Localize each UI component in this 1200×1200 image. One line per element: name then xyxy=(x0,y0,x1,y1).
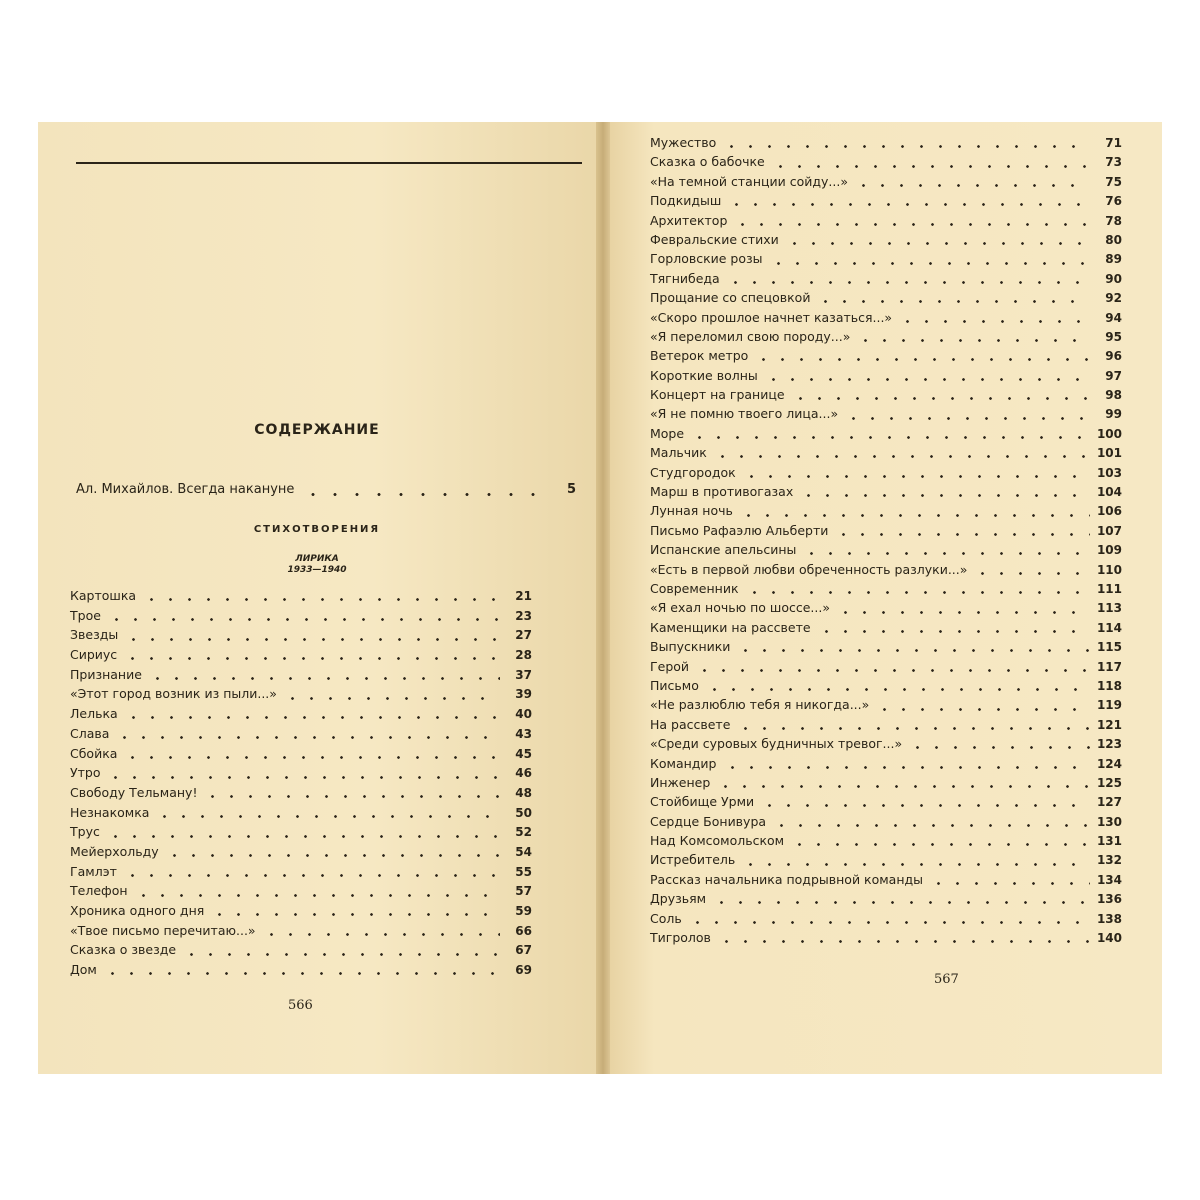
dot-leader xyxy=(106,835,500,838)
page-number-right: 567 xyxy=(934,972,959,987)
entry-page-number: 92 xyxy=(1105,291,1122,306)
entry-page-number: 118 xyxy=(1096,678,1122,693)
toc-entry xyxy=(650,542,1122,561)
entry-page-number: 59 xyxy=(515,904,532,918)
toc-entry xyxy=(650,503,1122,522)
dot-leader xyxy=(817,630,1090,633)
toc-entry xyxy=(70,903,532,923)
dot-leader xyxy=(799,494,1090,497)
entry-title: «Есть в первой любви обреченность разлуки...» xyxy=(650,561,968,577)
entry-title: Трус xyxy=(70,824,100,840)
entry-title: Сириус xyxy=(70,647,118,663)
entry-page-number: 134 xyxy=(1096,872,1122,887)
entry-page-number: 27 xyxy=(515,628,532,643)
dot-leader xyxy=(736,727,1090,730)
toc-entry xyxy=(650,794,1122,813)
page-number-left: 566 xyxy=(288,998,313,1013)
dot-leader xyxy=(717,940,1090,943)
entry-title: На рассвете xyxy=(650,716,731,732)
toc-entry xyxy=(650,620,1122,639)
dot-leader xyxy=(148,677,500,680)
dot-leader xyxy=(727,203,1090,206)
entry-title: Испанские апельсины xyxy=(650,542,797,558)
section-heading: СТИХОТВОРЕНИЯ xyxy=(253,524,381,535)
toc-entry xyxy=(70,726,532,746)
dot-leader xyxy=(155,815,500,818)
entry-page-number: 66 xyxy=(515,923,532,938)
dot-leader xyxy=(790,843,1090,846)
dot-leader xyxy=(875,708,1090,711)
toc-entry xyxy=(70,627,532,647)
dot-leader xyxy=(722,145,1090,148)
dot-leader xyxy=(107,618,500,621)
toc-entry xyxy=(70,942,532,962)
dot-leader xyxy=(165,854,500,857)
entry-page-number: 99 xyxy=(1105,407,1122,422)
dot-leader xyxy=(115,736,500,739)
dot-leader xyxy=(764,378,1090,381)
entry-page-number: 55 xyxy=(515,864,532,879)
entry-title: «Этот город возник из пыли...» xyxy=(70,686,277,702)
entry-page-number: 76 xyxy=(1105,194,1122,209)
entry-title: Картошка xyxy=(70,588,137,603)
entry-title: Короткие волны xyxy=(650,367,758,383)
toc-entry xyxy=(650,193,1122,212)
entry-title: Студгородок xyxy=(650,464,736,480)
entry-page-number: 40 xyxy=(515,707,532,722)
right-page xyxy=(610,122,1162,1074)
entry-title: Море xyxy=(650,425,685,441)
toc-entry xyxy=(650,232,1122,251)
entry-title: Концерт на границе xyxy=(650,387,785,403)
entry-page-number: 54 xyxy=(515,844,532,859)
toc-entry xyxy=(650,581,1122,600)
dot-leader xyxy=(262,933,500,936)
toc-entry xyxy=(70,883,532,903)
entry-page-number: 98 xyxy=(1105,388,1122,403)
toc-entry xyxy=(70,765,532,785)
entry-title: «На темной станции сойду...» xyxy=(650,173,848,189)
dot-leader xyxy=(690,436,1090,439)
entry-page-number: 28 xyxy=(515,648,532,663)
entry-title: Марш в противогазах xyxy=(650,484,794,500)
entry-page-number: 73 xyxy=(1105,155,1122,170)
entry-page-number: 95 xyxy=(1105,329,1122,344)
dot-leader xyxy=(854,184,1090,187)
toc-entry xyxy=(650,329,1122,348)
entry-page-number: 123 xyxy=(1096,737,1122,752)
entry-page-number: 45 xyxy=(515,746,532,761)
entry-title: Прощание со спецовкой xyxy=(650,290,811,306)
dot-leader xyxy=(760,804,1090,807)
entry-title: Письмо Рафаэлю Альберти xyxy=(650,522,829,538)
entry-page-number: 140 xyxy=(1096,931,1122,946)
entry-page-number: 132 xyxy=(1096,853,1122,868)
toc-entry xyxy=(650,135,1122,154)
entry-page-number: 125 xyxy=(1096,775,1122,790)
dot-leader xyxy=(142,598,500,601)
entry-page-number: 130 xyxy=(1096,814,1122,829)
entry-title: Хроника одного дня xyxy=(70,903,205,918)
toc-entry xyxy=(650,290,1122,309)
dot-leader xyxy=(856,339,1090,342)
entry-page-number: 106 xyxy=(1096,504,1122,519)
dot-leader xyxy=(283,697,500,700)
entry-title: Стойбище Урми xyxy=(650,794,755,810)
dot-leader xyxy=(123,874,500,877)
toc-entry xyxy=(650,310,1122,329)
dot-leader xyxy=(791,397,1090,400)
subsection-name: ЛИРИКА xyxy=(295,554,339,564)
dot-leader xyxy=(103,972,500,975)
entry-title: Мальчик xyxy=(650,445,707,461)
entry-title: Подкидыш xyxy=(650,193,722,209)
entry-title: Слава xyxy=(70,725,110,741)
subsection-years: 1933—1940 xyxy=(287,565,347,575)
preface-title: Ал. Михайлов. Всегда накануне xyxy=(76,482,295,497)
toc-entry xyxy=(650,891,1122,910)
toc-entry xyxy=(70,923,532,943)
dot-leader xyxy=(713,455,1090,458)
dot-leader xyxy=(723,766,1091,769)
entry-title: Рассказ начальника подрывной команды xyxy=(650,871,924,887)
toc-entry xyxy=(650,600,1122,619)
dot-leader xyxy=(688,921,1090,924)
toc-list-left xyxy=(70,588,532,982)
entry-page-number: 121 xyxy=(1096,717,1122,732)
left-page xyxy=(38,122,596,1074)
entry-page-number: 23 xyxy=(515,608,532,623)
entry-page-number: 111 xyxy=(1096,581,1122,596)
entry-title: Инженер xyxy=(650,774,711,790)
entry-page-number: 37 xyxy=(515,667,532,682)
dot-leader xyxy=(741,863,1090,866)
preface-entry xyxy=(76,482,576,502)
toc-entry xyxy=(70,706,532,726)
dot-leader xyxy=(712,901,1090,904)
entry-title: «Среди суровых будничных тревог...» xyxy=(650,736,903,752)
entry-page-number: 48 xyxy=(515,785,532,800)
entry-title: «Я переломил свою породу...» xyxy=(650,328,851,344)
toc-entry xyxy=(650,174,1122,193)
entry-title: Дом xyxy=(70,962,97,978)
toc-entry xyxy=(650,756,1122,775)
top-rule xyxy=(76,162,582,164)
entry-title: Над Комсомольском xyxy=(650,833,785,849)
toc-entry xyxy=(70,686,532,706)
entry-page-number: 75 xyxy=(1105,174,1122,189)
entry-page-number: 71 xyxy=(1105,136,1122,150)
entry-title: Мейерхольду xyxy=(70,843,159,859)
toc-entry xyxy=(650,271,1122,290)
entry-page-number: 80 xyxy=(1105,232,1122,247)
entry-title: Тягнибеда xyxy=(650,270,720,286)
dot-leader xyxy=(816,300,1090,303)
entry-title: Февральские стихи xyxy=(650,231,779,247)
book-gutter xyxy=(596,122,610,1074)
entry-title: «Скоро прошлое начнет казаться...» xyxy=(650,309,893,325)
dot-leader xyxy=(836,611,1090,614)
entry-title: Сердце Бонивура xyxy=(650,813,767,829)
toc-entry xyxy=(70,864,532,884)
entry-title: Признание xyxy=(70,666,142,682)
toc-entry xyxy=(70,667,532,687)
entry-page-number: 52 xyxy=(515,825,532,840)
dot-leader xyxy=(716,785,1090,788)
toc-entry xyxy=(70,588,532,608)
entry-page-number: 94 xyxy=(1105,310,1122,325)
entry-page-number: 57 xyxy=(515,884,532,899)
toc-entry xyxy=(650,639,1122,658)
entry-page-number: 89 xyxy=(1105,252,1122,267)
toc-entry xyxy=(650,717,1122,736)
toc-entry xyxy=(70,824,532,844)
entry-title: Трое xyxy=(70,607,101,623)
dot-leader xyxy=(123,657,500,660)
toc-entry xyxy=(70,647,532,667)
dot-leader xyxy=(844,417,1090,420)
entry-page-number: 101 xyxy=(1096,446,1122,461)
entry-title: Утро xyxy=(70,765,101,781)
dot-leader xyxy=(742,475,1090,478)
entry-page-number: 117 xyxy=(1096,659,1122,674)
dot-leader xyxy=(123,756,500,759)
entry-page-number: 136 xyxy=(1096,892,1122,907)
toc-entry xyxy=(650,930,1122,949)
entry-title: Звезды xyxy=(70,627,119,643)
entry-page-number: 43 xyxy=(515,726,532,741)
entry-title: Свободу Тельману! xyxy=(70,784,198,800)
entry-page-number: 78 xyxy=(1105,213,1122,228)
entry-title: Телефон xyxy=(70,883,128,899)
dot-leader xyxy=(302,493,546,496)
entry-title: «Я не помню твоего лица...» xyxy=(650,406,839,422)
entry-page-number: 104 xyxy=(1096,485,1122,500)
entry-title: Тигролов xyxy=(650,930,711,946)
entry-page-number: 119 xyxy=(1096,698,1122,713)
entry-title: Мужество xyxy=(650,135,717,150)
dot-leader xyxy=(124,716,500,719)
toc-entry xyxy=(650,872,1122,891)
toc-entry xyxy=(650,523,1122,542)
toc-entry xyxy=(70,746,532,766)
toc-entry xyxy=(650,659,1122,678)
entry-page-number: 138 xyxy=(1096,911,1122,926)
entry-title: Соль xyxy=(650,910,682,926)
entry-page-number: 39 xyxy=(515,687,532,702)
entry-page-number: 115 xyxy=(1096,640,1122,655)
entry-title: Сказка о бабочке xyxy=(650,154,765,170)
toc-list-right xyxy=(650,135,1122,949)
entry-title: Сказка о звезде xyxy=(70,942,177,958)
entry-page-number: 114 xyxy=(1096,620,1122,635)
dot-leader xyxy=(106,776,500,779)
toc-entry xyxy=(650,251,1122,270)
dot-leader xyxy=(908,746,1090,749)
entry-page-number: 110 xyxy=(1096,562,1122,577)
entry-page-number: 50 xyxy=(515,805,532,820)
dot-leader xyxy=(705,688,1090,691)
entry-page-number: 97 xyxy=(1105,368,1122,383)
entry-title: Гамлэт xyxy=(70,863,117,879)
dot-leader xyxy=(134,894,500,897)
dot-leader xyxy=(898,320,1090,323)
preface-page-number: 5 xyxy=(566,482,576,497)
dot-leader xyxy=(736,649,1090,652)
entry-page-number: 127 xyxy=(1096,795,1122,810)
entry-page-number: 21 xyxy=(515,589,532,603)
dot-leader xyxy=(733,223,1090,226)
entry-title: Лунная ночь xyxy=(650,503,733,519)
entry-page-number: 109 xyxy=(1096,543,1122,558)
toc-entry xyxy=(650,368,1122,387)
toc-entry xyxy=(650,387,1122,406)
toc-entry xyxy=(650,833,1122,852)
toc-entry xyxy=(650,736,1122,755)
entry-title: Истребитель xyxy=(650,852,736,868)
entry-page-number: 103 xyxy=(1096,465,1122,480)
entry-title: Выпускники xyxy=(650,639,731,655)
toc-entry xyxy=(650,154,1122,173)
entry-title: Незнакомка xyxy=(70,804,150,820)
dot-leader xyxy=(929,882,1090,885)
entry-title: Герой xyxy=(650,658,690,674)
toc-entry xyxy=(650,465,1122,484)
dot-leader xyxy=(973,572,1090,575)
toc-entry xyxy=(70,805,532,825)
entry-page-number: 46 xyxy=(515,766,532,781)
entry-page-number: 96 xyxy=(1105,349,1122,364)
entry-title: Архитектор xyxy=(650,212,728,228)
toc-entry xyxy=(650,814,1122,833)
entry-title: Друзьям xyxy=(650,891,707,907)
dot-leader xyxy=(834,533,1090,536)
entry-page-number: 131 xyxy=(1096,834,1122,849)
entry-title: Лелька xyxy=(70,706,118,722)
subsection-heading xyxy=(38,554,596,576)
toc-entry xyxy=(650,911,1122,930)
toc-entry xyxy=(70,785,532,805)
toc-entry xyxy=(650,852,1122,871)
toc-entry xyxy=(650,697,1122,716)
entry-page-number: 100 xyxy=(1096,426,1122,441)
dot-leader xyxy=(203,795,500,798)
dot-leader xyxy=(124,638,500,641)
entry-title: Сбойка xyxy=(70,745,118,761)
toc-entry xyxy=(650,445,1122,464)
entry-page-number: 107 xyxy=(1096,523,1122,538)
entry-page-number: 113 xyxy=(1096,601,1122,616)
dot-leader xyxy=(772,824,1090,827)
entry-title: Современник xyxy=(650,580,739,596)
dot-leader xyxy=(745,591,1090,594)
entry-page-number: 90 xyxy=(1105,271,1122,286)
entry-title: Письмо xyxy=(650,677,699,693)
dot-leader xyxy=(802,552,1090,555)
dot-leader xyxy=(210,913,500,916)
toc-entry xyxy=(70,608,532,628)
entry-page-number: 69 xyxy=(515,963,532,978)
toc-entry xyxy=(70,844,532,864)
dot-leader xyxy=(754,358,1090,361)
dot-leader xyxy=(182,953,500,956)
entry-title: Командир xyxy=(650,755,717,771)
entry-page-number: 67 xyxy=(515,943,532,958)
entry-title: Ветерок метро xyxy=(650,348,749,364)
entry-title: «Я ехал ночью по шоссе...» xyxy=(650,600,830,616)
contents-heading: СОДЕРЖАНИЕ xyxy=(254,422,380,438)
open-book xyxy=(38,122,1162,1074)
entry-page-number: 124 xyxy=(1096,756,1122,771)
toc-entry xyxy=(650,213,1122,232)
dot-leader xyxy=(769,262,1090,265)
entry-title: Горловские розы xyxy=(650,251,763,267)
dot-leader xyxy=(785,242,1090,245)
toc-entry xyxy=(650,406,1122,425)
entry-title: «Не разлюблю тебя я никогда...» xyxy=(650,697,870,713)
dot-leader xyxy=(726,281,1090,284)
toc-entry xyxy=(650,348,1122,367)
dot-leader xyxy=(695,669,1090,672)
toc-entry xyxy=(650,775,1122,794)
toc-entry xyxy=(650,562,1122,581)
toc-entry xyxy=(650,484,1122,503)
entry-title: «Твое письмо перечитаю...» xyxy=(70,922,256,938)
toc-entry xyxy=(650,678,1122,697)
dot-leader xyxy=(771,165,1090,168)
dot-leader xyxy=(739,514,1090,517)
toc-entry xyxy=(70,962,532,982)
toc-entry xyxy=(650,426,1122,445)
entry-title: Каменщики на рассвете xyxy=(650,619,811,635)
